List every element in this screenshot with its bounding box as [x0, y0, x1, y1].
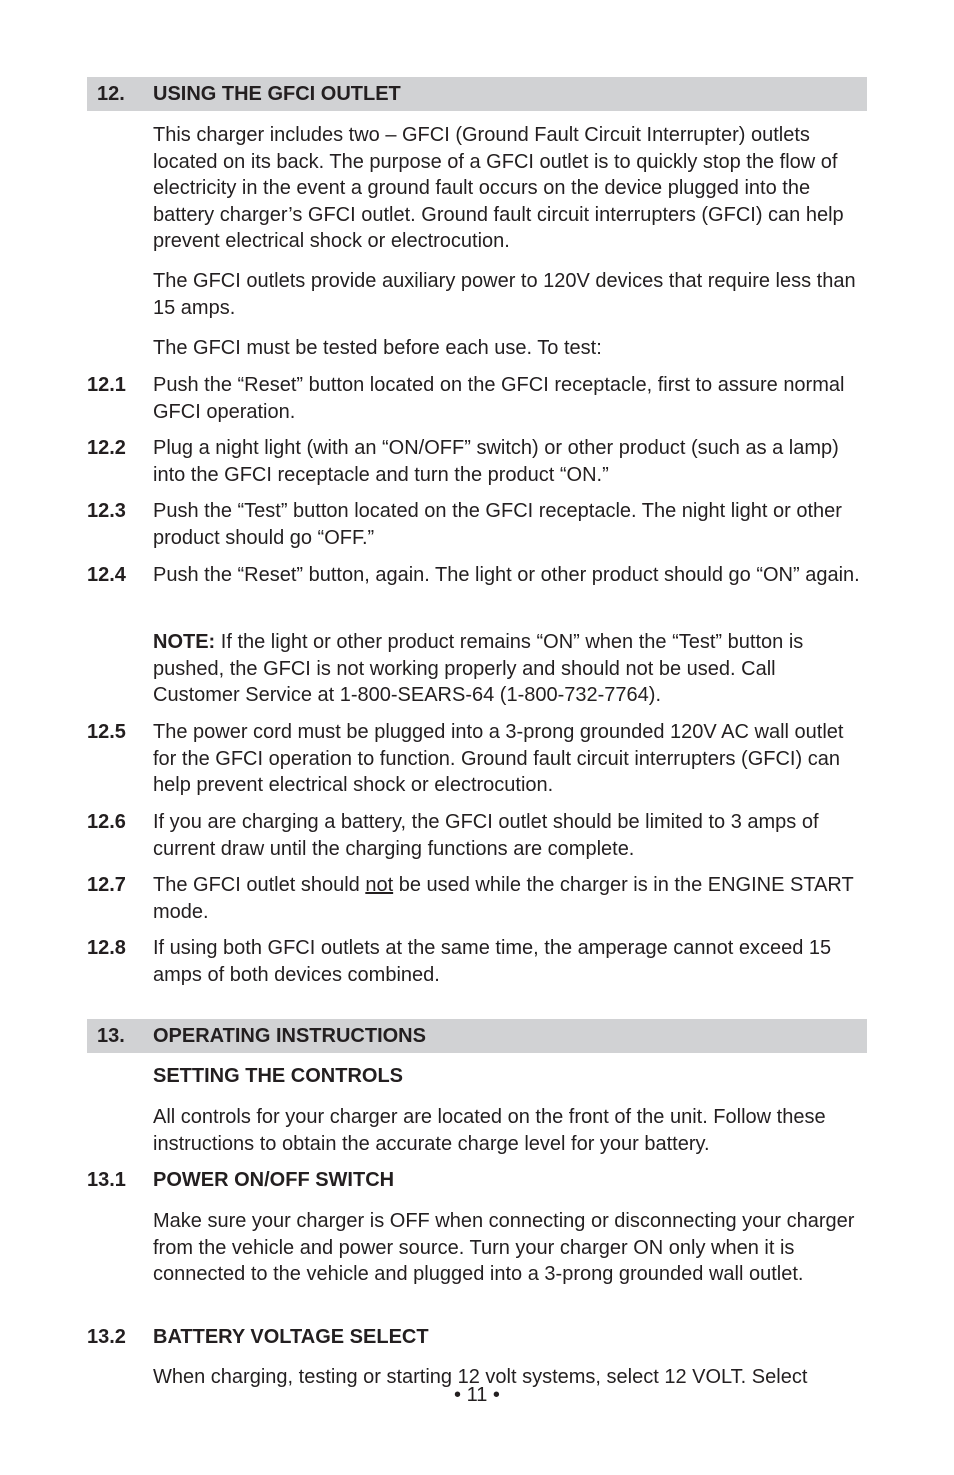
- step-text: Plug a night light (with an “ON/OFF” switch) or other product (such as a lamp) into the GFCI receptacle and turn the product “ON.”: [153, 437, 839, 486]
- step-number: 12.4: [87, 564, 126, 586]
- section-12-intro-paragraph-3: The GFCI must be tested before each use. To test:: [153, 337, 602, 359]
- section-12-header-band: [87, 77, 867, 111]
- section-13-title: OPERATING INSTRUCTIONS: [153, 1025, 426, 1047]
- step-number: 12.1: [87, 374, 126, 396]
- step-number: 12.3: [87, 500, 126, 522]
- section-13-number: 13.: [97, 1025, 125, 1047]
- note-text: If the light or other product remains “ON” when the “Test” button is pushed, the GFCI is not working properly and should not be used. Call Customer Service at 1-800-SEARS-64 (1-800-732-7764).: [153, 631, 804, 706]
- section-13-intro: All controls for your charger are located on the front of the unit. Follow these instructions to obtain the accurate charge level for your battery.: [153, 1106, 826, 1155]
- step-text-part: be used while the charger is in the ENGINE START mode.: [153, 874, 854, 923]
- item-title: BATTERY VOLTAGE SELECT: [153, 1326, 429, 1348]
- item-text: When charging, testing or starting 12 volt systems, select 12 VOLT. Select: [153, 1366, 808, 1388]
- section-13-subheading: SETTING THE CONTROLS: [153, 1065, 403, 1087]
- step-text: Push the “Reset” button located on the GFCI receptacle, first to assure normal GFCI operation.: [153, 374, 845, 423]
- section-12-intro-paragraph-2: The GFCI outlets provide auxiliary power to 120V devices that require less than 15 amps.: [153, 270, 856, 319]
- step-number: 12.2: [87, 437, 126, 459]
- section-12-title: USING THE GFCI OUTLET: [153, 83, 401, 105]
- step-number: 12.8: [87, 937, 126, 959]
- step-text: Push the “Test” button located on the GFCI receptacle. The night light or other product should go “OFF.”: [153, 500, 842, 549]
- note-label: NOTE:: [153, 631, 216, 653]
- step-text-underlined: not: [365, 874, 394, 896]
- item-text: Make sure your charger is OFF when connecting or disconnecting your charger from the vehicle and power source. Turn your charger ON only when it is connected to the vehicle and plugged into a 3-prong grounded wall outlet.: [153, 1210, 855, 1285]
- step-text: [153, 872, 867, 925]
- step-text: Push the “Reset” button, again. The light or other product should go “ON” again.: [153, 564, 860, 586]
- page-number: • 11 •: [454, 1384, 500, 1406]
- step-text: If you are charging a battery, the GFCI outlet should be limited to 3 amps of current draw until the charging functions are complete.: [153, 811, 819, 860]
- note-paragraph: [153, 629, 867, 709]
- section-13-header-band: [87, 1019, 867, 1053]
- section-12-number: 12.: [97, 83, 125, 105]
- item-number: 13.2: [87, 1326, 126, 1348]
- item-title: POWER ON/OFF SWITCH: [153, 1169, 395, 1191]
- step-number: 12.5: [87, 721, 126, 743]
- step-text: If using both GFCI outlets at the same time, the amperage cannot exceed 15 amps of both devices combined.: [153, 937, 832, 986]
- step-text: The power cord must be plugged into a 3-prong grounded 120V AC wall outlet for the GFCI operation to function. Ground fault circuit interrupters (GFCI) can help prevent electrical shock or electrocution.: [153, 721, 844, 796]
- section-12-intro-paragraph-1: This charger includes two – GFCI (Ground Fault Circuit Interrupter) outlets located on its back. The purpose of a GFCI outlet is to quickly stop the flow of electricity in the event a ground fault occurs on the device plugged into the battery charger’s GFCI outlet. Ground fault circuit interrupters (GFCI) can help prevent electrical shock or electrocution.: [153, 124, 844, 252]
- step-number: 12.6: [87, 811, 126, 833]
- item-number: 13.1: [87, 1169, 126, 1191]
- step-text-part: The GFCI outlet should: [153, 874, 366, 896]
- step-number: 12.7: [87, 874, 126, 896]
